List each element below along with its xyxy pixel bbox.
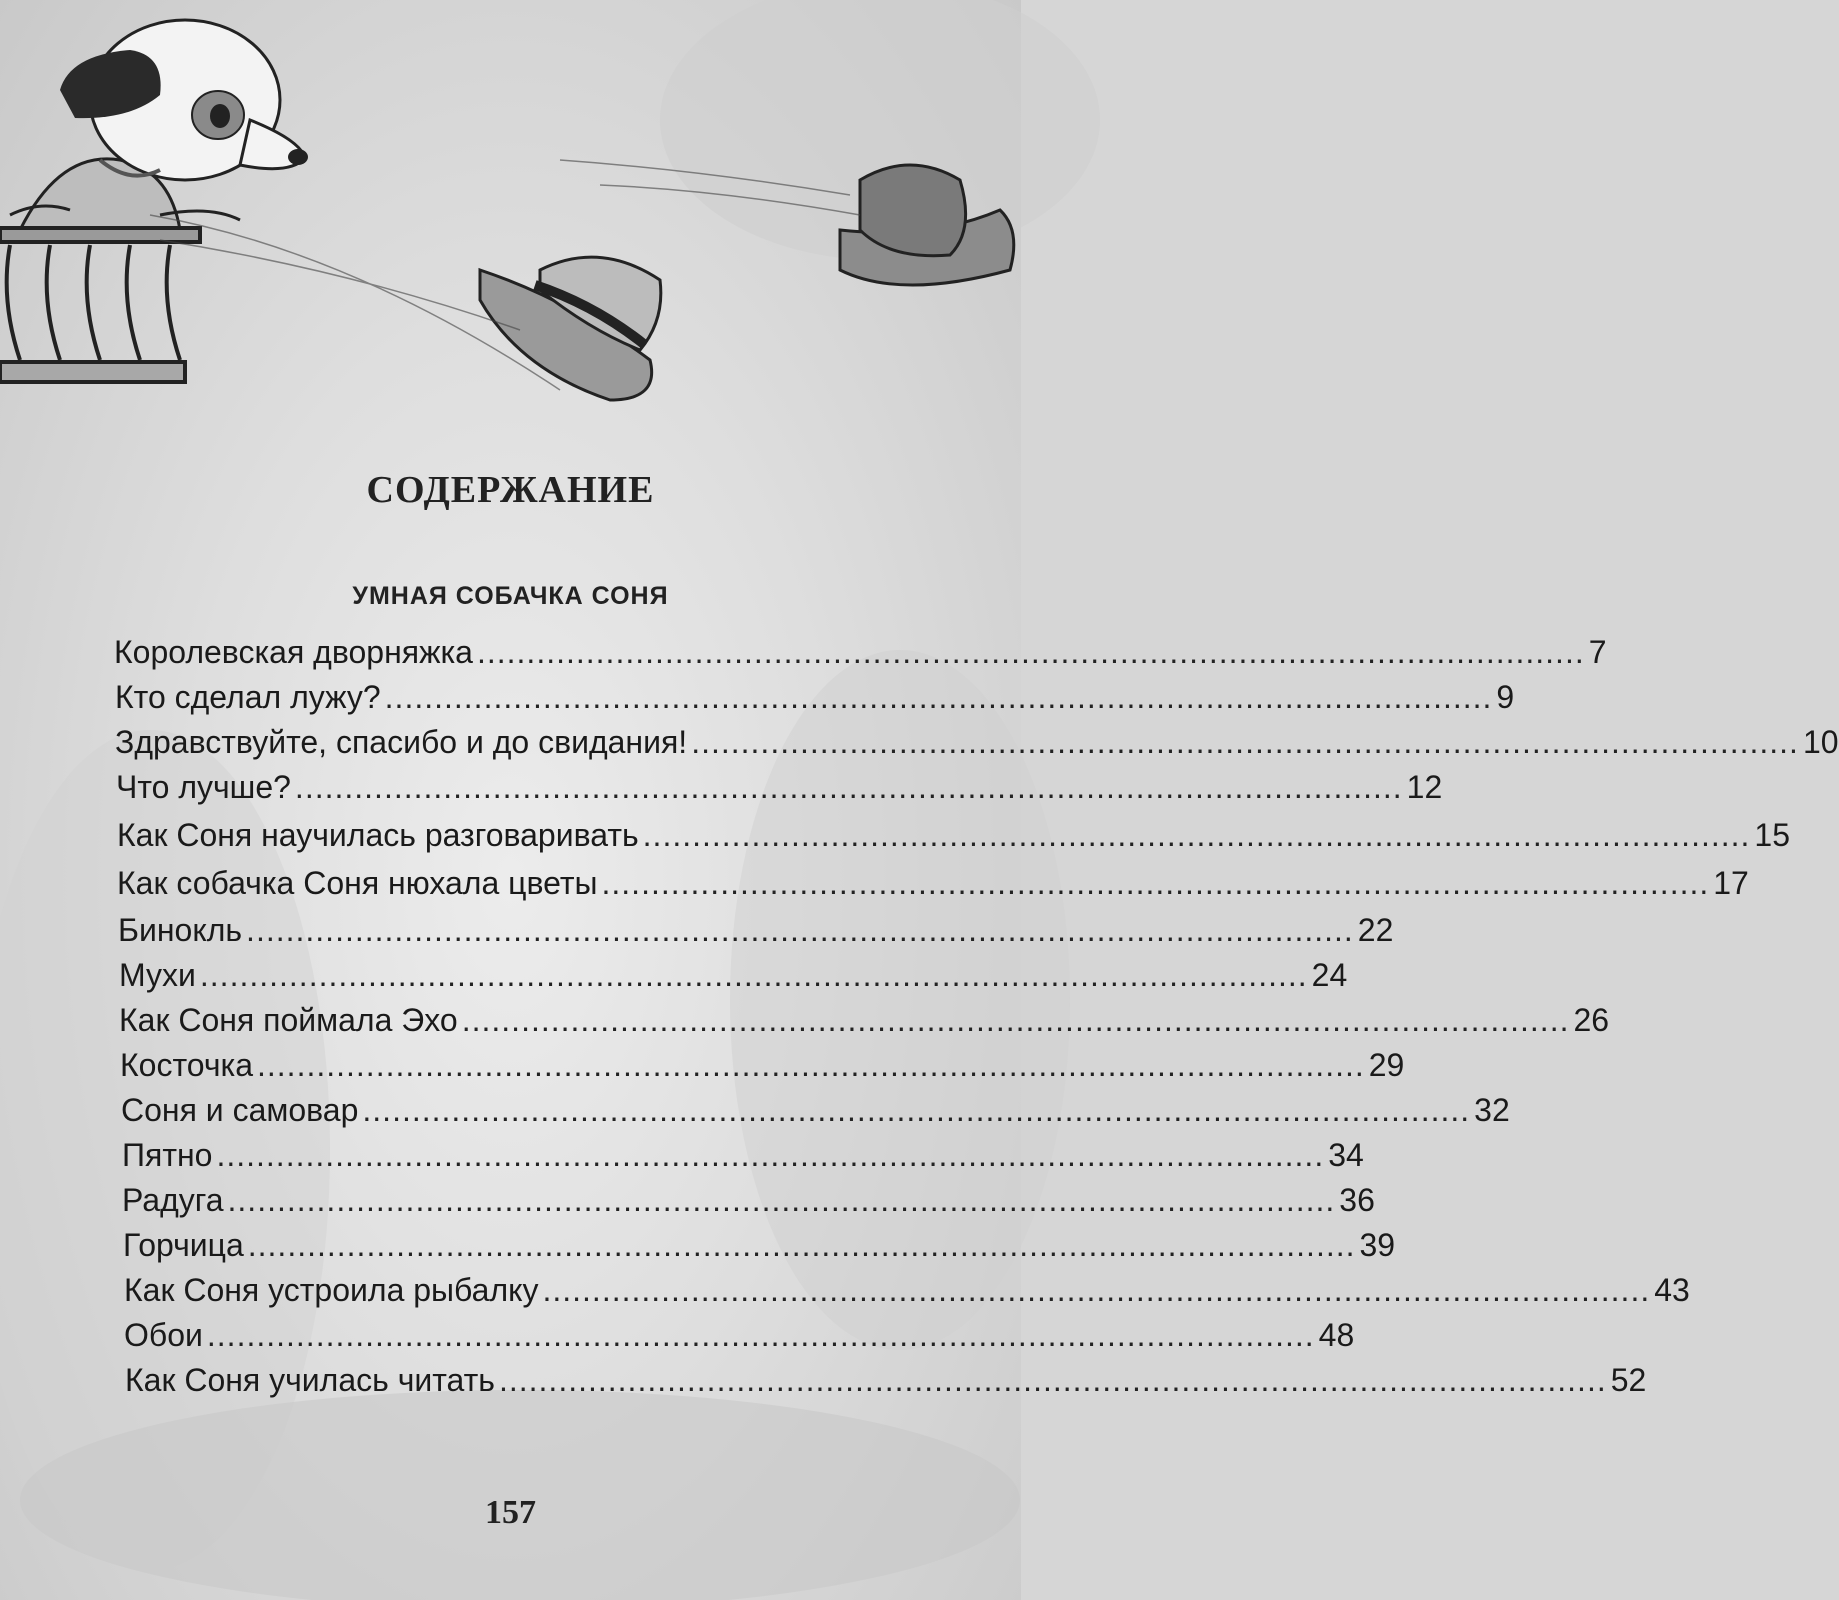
toc-entry-page: 7 — [1588, 634, 1607, 670]
toc-entry — [115, 677, 1515, 717]
toc-entry-title: Соня и самовар — [121, 1092, 359, 1128]
toc-entry-title: Как Соня училась читать — [125, 1362, 495, 1398]
toc-entry-page: 10 — [1802, 724, 1839, 760]
toc-entry-page: 48 — [1318, 1317, 1355, 1353]
toc-entry — [122, 1135, 1364, 1175]
toc-leader-dots: ................................................................................................................ — [384, 679, 1493, 715]
toc-leader-dots: ................................................................................................................ — [461, 1002, 1570, 1038]
toc-entry — [121, 1090, 1510, 1130]
toc-entry-page: 26 — [1573, 1002, 1610, 1038]
toc-entry-title: Как собачка Соня нюхала цветы — [117, 865, 598, 901]
toc-entry — [118, 910, 1394, 950]
toc-leader-dots: ................................................................................................................ — [257, 1047, 1365, 1083]
toc-entry-title: Косточка — [120, 1047, 253, 1083]
toc-entry-title: Горчица — [123, 1227, 244, 1263]
toc-entry-title: Кто сделал лужу? — [115, 679, 381, 715]
toc-entry-page: 39 — [1359, 1227, 1396, 1263]
toc-entry-title: Здравствуйте, спасибо и до свидания! — [115, 724, 688, 760]
toc-entry — [122, 1180, 1375, 1220]
toc-entry-title: Как Соня поймала Эхо — [119, 1002, 458, 1038]
toc-entry — [123, 1225, 1396, 1265]
toc-entry-title: Бинокль — [118, 912, 243, 948]
toc-leader-dots: ................................................................................................................ — [476, 634, 1585, 670]
toc-leader-dots: ................................................................................................................ — [206, 1317, 1315, 1353]
toc-entry-page: 17 — [1713, 865, 1749, 901]
toc-entry — [124, 1270, 1690, 1310]
toc-leader-dots: ................................................................................................................ — [246, 912, 1354, 948]
toc-entry-title: Как Соня научилась разговаривать — [117, 817, 639, 853]
toc-leader-dots: ................................................................................................................ — [362, 1092, 1471, 1128]
contents-title: СОДЕРЖАНИЕ — [366, 469, 655, 511]
toc-entry — [117, 863, 1749, 903]
toc-entry-page: 9 — [1496, 679, 1515, 715]
toc-entry — [115, 722, 1839, 762]
toc-leader-dots: ................................................................................................................ — [691, 724, 1799, 760]
toc-leader-dots: ................................................................................................................ — [294, 769, 1403, 805]
toc-entry-page: 34 — [1328, 1137, 1364, 1173]
toc-entry — [114, 632, 1607, 672]
toc-entry — [125, 1360, 1647, 1400]
toc-entry-page: 12 — [1406, 769, 1443, 805]
toc-entry — [124, 1315, 1355, 1355]
toc-entry-page: 32 — [1474, 1092, 1510, 1128]
toc-entry-page: 22 — [1357, 912, 1394, 948]
toc-entry — [117, 815, 1790, 855]
toc-entry-title: Мухи — [119, 957, 196, 993]
toc-entry-page: 52 — [1610, 1362, 1647, 1398]
toc-entry-title: Радуга — [122, 1182, 224, 1218]
section-heading: УМНАЯ СОБАЧКА СОНЯ — [352, 582, 669, 610]
toc-entry-page: 36 — [1339, 1182, 1375, 1218]
toc-leader-dots: ................................................................................................................ — [601, 865, 1710, 901]
toc-entry — [119, 955, 1348, 995]
toc-leader-dots: ................................................................................................................ — [542, 1272, 1651, 1308]
page-number: 157 — [485, 1494, 536, 1531]
toc-leader-dots: ................................................................................................................ — [216, 1137, 1325, 1173]
toc-entry-title: Как Соня устроила рыбалку — [124, 1272, 539, 1308]
toc-leader-dots: ................................................................................................................ — [227, 1182, 1336, 1218]
toc-entry — [120, 1045, 1405, 1085]
toc-entry-page: 24 — [1311, 957, 1348, 993]
toc-entry-page: 29 — [1368, 1047, 1405, 1083]
toc-leader-dots: ................................................................................................................ — [498, 1362, 1607, 1398]
toc-leader-dots: ................................................................................................................ — [642, 817, 1751, 853]
toc-entry-page: 43 — [1654, 1272, 1690, 1308]
toc-entry-title: Пятно — [122, 1137, 213, 1173]
toc-entry-title: Что лучше? — [116, 769, 291, 805]
toc-leader-dots: ................................................................................................................ — [199, 957, 1308, 993]
toc-entry-title: Королевская дворняжка — [114, 634, 473, 670]
toc-entry — [116, 767, 1443, 807]
toc-entry-title: Обои — [124, 1317, 203, 1353]
toc-entry — [119, 1000, 1610, 1040]
toc-entry-page: 15 — [1754, 817, 1790, 853]
toc-leader-dots: ................................................................................................................ — [247, 1227, 1356, 1263]
